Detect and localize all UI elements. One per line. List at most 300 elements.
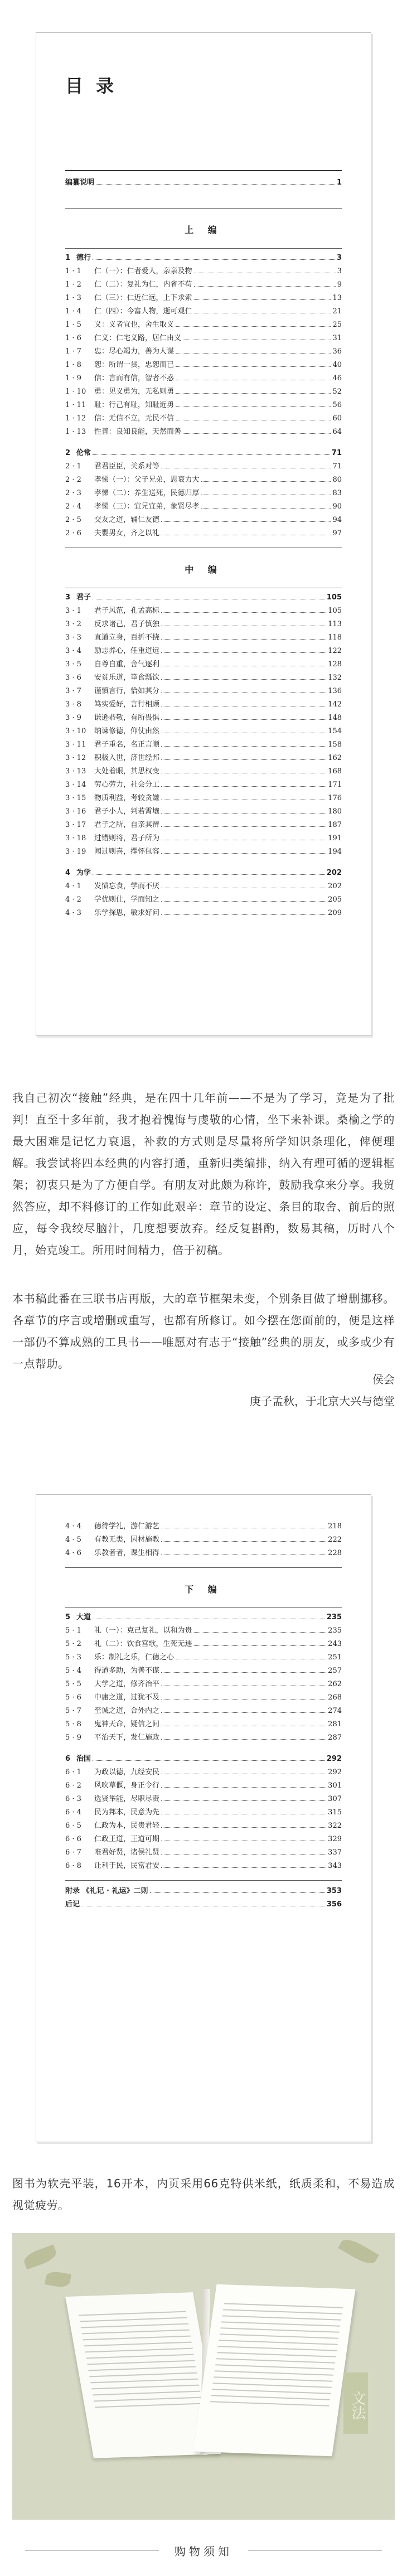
toc-chapter-row (65, 1752, 342, 1765)
toc-leader (93, 259, 335, 260)
toc-section-row (65, 1792, 342, 1805)
toc-leader (161, 719, 326, 720)
toc-entry-page: 13 (332, 294, 342, 302)
toc-entry-number: 4 · 6 (65, 1549, 81, 1557)
toc-leader (161, 901, 326, 902)
toc-entry-title: 君子之所，自亲其辨 (94, 821, 160, 829)
toc-entry-page: 46 (332, 374, 342, 382)
toc-section-row (65, 318, 342, 331)
toc-entry-number: 1 · 6 (65, 334, 81, 342)
toc-entry-number: 1 · 1 (65, 267, 81, 275)
toc-entry-number: 6 · 8 (65, 1862, 81, 1870)
toc-entry-title: 乐教者者，课生相得 (94, 1549, 160, 1557)
toc-entry-title: 仁（四）：今富人物，逝可观仁 (94, 307, 192, 316)
toc-section-row (65, 684, 342, 698)
toc-section-row (65, 631, 342, 644)
toc-entry-page: 209 (328, 909, 342, 917)
toc-entry-title: 有教无类，因材施教 (94, 1536, 160, 1544)
toc-leader (161, 1712, 326, 1713)
toc-entry-title: 信：言而有信，智者不惑 (94, 374, 175, 382)
toc-divider (65, 1880, 342, 1881)
toc-entry-page: 187 (328, 821, 342, 829)
toc-entry-title: 唯君好贤，诸侯礼贤 (94, 1848, 160, 1857)
toc-entry-title: 恕：所谓一贯，忠恕而已 (94, 361, 175, 369)
toc-section-row (65, 1624, 342, 1637)
toc-entry-title: 伦常 (76, 449, 91, 457)
toc-entry-title: 学优则仕，学而知之 (94, 895, 160, 904)
toc-leader (201, 481, 331, 482)
toc-entry-page: 292 (326, 1755, 342, 1763)
toc-entry-page: 257 (328, 1667, 342, 1675)
toc-leader (176, 326, 331, 327)
toc-entry-title: 礼（一）：克己复礼，以和为贵 (94, 1626, 192, 1635)
toc-entry-page: 56 (332, 401, 342, 409)
toc-entry-title: 为政以德，九经安民 (94, 1768, 160, 1776)
toc-section-row (65, 385, 342, 398)
toc-section-row (65, 304, 342, 318)
toc-divider (65, 248, 342, 249)
toc-entry-page: 25 (332, 321, 342, 329)
toc-leader (176, 393, 331, 394)
toc-entry-title: 仁（一）：仁者爱人，亲亲及物 (94, 267, 192, 275)
toc-entry-number: 4 · 5 (65, 1536, 81, 1544)
open-book-right-page (193, 2284, 356, 2457)
toc-entry-number: 1 · 4 (65, 307, 81, 316)
toc-entry-page: 9 (337, 280, 342, 289)
toc-entry-page: 202 (326, 869, 342, 877)
toc-entry-number: 1 · 11 (65, 401, 86, 409)
toc-entry-title: 孝悌（一）：父子兄弟，恩衰力大 (94, 476, 200, 484)
toc-leader (161, 612, 326, 613)
toc-entry-page: 176 (328, 794, 342, 802)
toc-front-label: 编纂说明 (65, 178, 95, 187)
toc-section-row (65, 1832, 342, 1846)
toc-leader (194, 286, 336, 287)
toc-entry-page: 105 (326, 593, 342, 602)
toc-entry-page: 162 (328, 754, 342, 762)
toc-entry-page: 136 (328, 687, 342, 695)
toc-entry-number: 3 · 10 (65, 727, 86, 735)
toc-entry-page: 205 (328, 895, 342, 904)
toc-leader (161, 786, 326, 787)
toc-section-row (65, 831, 342, 845)
toc-entry-number: 3 · 17 (65, 821, 86, 829)
toc-leader (161, 826, 326, 827)
toc-section-row (65, 818, 342, 831)
toc-section-row (65, 1664, 342, 1677)
toc-entry-title: 反求诸己，君子慎独 (94, 620, 160, 628)
toc-leader (194, 1645, 327, 1646)
toc-entry-number: 2 · 5 (65, 516, 81, 524)
toc-leader (93, 454, 330, 455)
toc-spacer (65, 858, 342, 864)
toc-entry-page: 3 (337, 267, 342, 275)
toc-entry-title: 平治天下，发仁施政 (94, 1734, 160, 1742)
toc-entry-number: 4 · 4 (65, 1522, 81, 1531)
toc-page-1 (36, 32, 371, 1036)
toc-entry-page: 40 (332, 361, 342, 369)
toc-leader (194, 1632, 327, 1633)
toc-entry-number: 1 · 2 (65, 280, 81, 289)
toc-entry-number: 5 · 9 (65, 1734, 81, 1742)
toc-entry-title: 孝悌（二）：养生送死，民德归厚 (94, 489, 200, 497)
toc-section-row (65, 398, 342, 411)
toc-entry-number: 3 · 19 (65, 848, 86, 856)
toc-entry-title: 风吹草偃，身正令行 (94, 1781, 160, 1790)
toc-spacer (65, 1744, 342, 1750)
toc-divider (65, 208, 342, 209)
toc-entry-page: 171 (328, 781, 342, 789)
toc-entry-title: 孝悌（三）：宜兄宜弟，象贤尽孝 (94, 502, 200, 511)
toc-entry-number: 3 · 6 (65, 674, 81, 682)
toc-section-row (65, 711, 342, 724)
toc-section-row (65, 526, 342, 540)
toc-entry-page: 52 (332, 388, 342, 396)
toc-section-row (65, 1691, 342, 1704)
toc-section-row (65, 425, 342, 438)
toc-postscript-page: 356 (326, 1900, 342, 1909)
toc-entry-number: 3 · 9 (65, 714, 81, 722)
toc-postscript-row (65, 1897, 342, 1911)
toc-entry-title: 励志养心，任重道远 (94, 647, 160, 655)
toc-entry-title: 发愤忘食，学而不厌 (94, 882, 160, 890)
toc-entry-title: 至诚之道，合外内之 (94, 1707, 160, 1715)
toc-entry-page: 281 (328, 1720, 342, 1728)
toc-part1-heading: 上 编 (185, 225, 222, 235)
toc-entry-number: 3 · 16 (65, 807, 86, 816)
toc-entry-title: 仁义：仁宅义路，居仁由义 (94, 334, 182, 342)
toc-entry-title: 君子 (76, 593, 91, 602)
leaf-decoration (22, 2245, 58, 2270)
toc-entry-title: 仁（二）：复礼为仁，内省不苟 (94, 280, 192, 289)
toc-entry-page: 64 (332, 428, 342, 436)
toc-divider (65, 1607, 342, 1608)
toc-title: 目 录 (65, 75, 118, 96)
toc-section-row (65, 751, 342, 764)
toc-section-row (65, 291, 342, 304)
toc-leader (161, 639, 326, 640)
toc-entry-title: 夫婴男女，齐之以礼 (94, 529, 160, 538)
toc-front-page: 1 (336, 178, 342, 187)
toc-section-row (65, 671, 342, 684)
toc-leader (161, 679, 326, 680)
toc-entry-number: 1 · 8 (65, 361, 81, 369)
signature-date-place: 庚子孟秋，于北京大兴与德堂 (250, 1394, 395, 1408)
toc-section-row (65, 358, 342, 371)
toc-entry-number: 3 · 12 (65, 754, 86, 762)
toc-entry-title: 耻：行己有耻，知耻近勇 (94, 401, 175, 409)
toc-entry-number: 1 · 13 (65, 428, 86, 436)
toc-section-row (65, 1717, 342, 1731)
toc-entry-title: 谦逊恭敬，有所畏惧 (94, 714, 160, 722)
toc-entry-title: 交友之道，辅仁友德 (94, 516, 160, 524)
toc-entry-page: 292 (328, 1768, 342, 1776)
toc-appendix-label: 附录 《礼记 · 礼运》二则 (65, 1887, 148, 1895)
footer-rule-right (248, 2550, 382, 2551)
toc-entry-page: 287 (328, 1734, 342, 1742)
toc-part2-list (65, 590, 342, 919)
toc-section-row (65, 1805, 342, 1819)
toc-entry-page: 158 (328, 740, 342, 749)
toc-entry-number: 1 (65, 254, 71, 262)
toc-section-row (65, 805, 342, 818)
toc-entry-number: 4 · 2 (65, 895, 81, 904)
toc-entry-number: 6 · 1 (65, 1768, 81, 1776)
toc-entry-number: 3 (65, 593, 71, 602)
toc-section-row (65, 893, 342, 906)
toc-entry-page: 202 (328, 882, 342, 890)
toc-entry-number: 4 · 3 (65, 909, 81, 917)
toc-entry-title: 信：无信不立，无民不信 (94, 414, 175, 423)
toc-entry-title: 义：义者宜也，舍生取义 (94, 321, 175, 329)
toc-entry-page: 315 (328, 1808, 342, 1817)
toc-leader (194, 299, 331, 300)
toc-entry-page: 118 (328, 633, 342, 642)
toc-entry-page: 235 (326, 1613, 342, 1621)
toc-entry-number: 5 (65, 1613, 71, 1621)
shopping-notice-label: 购物须知 (175, 2544, 232, 2558)
toc-part2-continued-list (65, 1519, 342, 1560)
toc-entry-title: 让利于民，民富君安 (94, 1862, 160, 1870)
toc-section-row (65, 657, 342, 671)
toc-entry-number: 6 · 4 (65, 1808, 81, 1817)
toc-entry-page: 3 (336, 254, 342, 262)
toc-section-row (65, 264, 342, 278)
toc-section-row (65, 1846, 342, 1859)
toc-leader (161, 1787, 326, 1788)
toc-section-row (65, 604, 342, 617)
toc-entry-number: 4 (65, 869, 71, 877)
toc-entry-number: 1 · 3 (65, 294, 81, 302)
author-signature: 侯会 (372, 1373, 395, 1386)
toc-part2-heading: 中 编 (185, 564, 222, 575)
toc-section-row (65, 1859, 342, 1872)
toc-entry-number: 1 · 5 (65, 321, 81, 329)
toc-entry-page: 228 (328, 1549, 342, 1557)
toc-entry-number: 5 · 2 (65, 1640, 81, 1648)
toc-appendix-page: 353 (326, 1887, 342, 1895)
toc-section-row (65, 617, 342, 631)
toc-section-row (65, 371, 342, 385)
toc-entry-page: 71 (331, 449, 342, 457)
toc-leader (176, 406, 331, 407)
toc-chapter-row (65, 251, 342, 264)
toc-entry-number: 6 · 5 (65, 1822, 81, 1830)
toc-section-row (65, 1519, 342, 1533)
toc-entry-number: 1 · 10 (65, 388, 86, 396)
toc-entry-number: 2 · 4 (65, 502, 81, 511)
toc-entry-page: 235 (328, 1626, 342, 1635)
toc-leader (161, 759, 326, 760)
toc-section-row (65, 331, 342, 345)
toc-entry-title: 为学 (76, 869, 91, 877)
toc-entry-page: 90 (332, 502, 342, 511)
toc-entry-page: 274 (328, 1707, 342, 1715)
toc-entry-page: 337 (328, 1848, 342, 1857)
toc-section-row (65, 724, 342, 738)
toc-entry-number: 3 · 7 (65, 687, 81, 695)
toc-entry-number: 2 · 2 (65, 476, 81, 484)
toc-entry-page: 301 (328, 1781, 342, 1790)
footer-rule-left (25, 2550, 159, 2551)
toc-entry-page: 268 (328, 1693, 342, 1702)
toc-entry-page: 83 (332, 489, 342, 497)
toc-entry-number: 3 · 13 (65, 767, 86, 776)
book-photo (12, 2233, 395, 2520)
toc-section-row (65, 1677, 342, 1691)
toc-section-row (65, 906, 342, 919)
toc-entry-page: 262 (328, 1680, 342, 1688)
toc-entry-title: 劳心劳力，社会分工 (94, 781, 160, 789)
toc-entry-number: 3 · 14 (65, 781, 86, 789)
toc-entry-page: 97 (332, 529, 342, 538)
toc-entry-number: 5 · 8 (65, 1720, 81, 1728)
toc-entry-title: 忠：尽心竭力，善为人谋 (94, 347, 175, 356)
toc-entry-page: 128 (328, 660, 342, 669)
toc-entry-page: 307 (328, 1795, 342, 1803)
toc-entry-title: 闻过则喜，擇怀包容 (94, 848, 160, 856)
shopping-notice-header (0, 2534, 407, 2567)
toc-entry-title: 君子重名，名正言顺 (94, 740, 160, 749)
toc-leader (161, 813, 326, 814)
toc-section-row (65, 1731, 342, 1744)
toc-entry-title: 勇：见义勇为，无私则勇 (94, 388, 175, 396)
toc-entry-title: 鬼神天命，疑信之间 (94, 1720, 160, 1728)
toc-leader (161, 1672, 326, 1673)
toc-entry-page: 122 (328, 647, 342, 655)
toc-entry-number: 1 · 12 (65, 414, 86, 423)
toc-leader (161, 914, 326, 915)
intro-paragraph-1: 我自己初次“接触”经典，是在四十几年前——不是为了学习，竟是为了批判！直至十多年前，我才抱着愧悔与虔敬的心情，坐下来补课。桑榆之学的最大困难是记忆力衰退，补救的方式则是尽量将所学知识条理化，俾便理解。我尝试将四本经典的内容打通，重新归类编排，纳入有理可循的逻辑框架；初衷只是为了方便自学。有朋友对此颇为称许，鼓励我拿来分享。我贸然答应，却不料修订的工作如此艰辛：章节的设定、条目的取舍、前后的照应，每令我绞尽脑汁，几度想要放弃。经反复斟酌，数易其稿，历时八个月，始克竣工。所用时间精力，倍于初稿。 (12, 1091, 395, 1257)
toc-page-2 (36, 1494, 371, 2142)
toc-leader (176, 353, 331, 354)
toc-entry-page: 132 (328, 674, 342, 682)
toc-leader (161, 853, 326, 854)
toc-entry-title: 自尊自重，舍气逐利 (94, 660, 160, 669)
toc-entry-page: 329 (328, 1835, 342, 1843)
toc-section-row (65, 278, 342, 291)
toc-entry-page: 322 (328, 1822, 342, 1830)
toc-entry-title: 物质利益，考较贪嫌 (94, 794, 160, 802)
toc-entry-page: 194 (328, 848, 342, 856)
toc-leader (96, 184, 335, 185)
toc-entry-page: 31 (332, 334, 342, 342)
toc-part1-list (65, 251, 342, 540)
toc-entry-title: 中庸之道，过犹不及 (94, 1693, 160, 1702)
toc-entry-page: 80 (332, 476, 342, 484)
toc-entry-title: 过错则将，君子所为 (94, 834, 160, 842)
toc-entry-title: 仁政为本，民贵君轻 (94, 1822, 160, 1830)
toc-part3-heading: 下 编 (185, 1584, 222, 1595)
toc-front-row (65, 176, 342, 189)
toc-leader (183, 433, 331, 434)
toc-entry-title: 乐：制礼之乐，仁德之心 (94, 1653, 175, 1662)
toc-section-row (65, 411, 342, 425)
book-spec-text: 图书为软壳平装，16开本，内页采用66克特供米纸，纸质柔和，不易造成视觉疲劳。 (12, 2177, 395, 2212)
toc-entry-title: 治国 (76, 1755, 91, 1763)
toc-section-row (65, 764, 342, 778)
toc-entry-number: 2 (65, 449, 71, 457)
toc-section-row (65, 513, 342, 526)
toc-leader (201, 508, 331, 509)
toc-entry-page: 21 (332, 307, 342, 316)
toc-section-row (65, 644, 342, 657)
toc-entry-title: 选贤举能，尽职尽责 (94, 1795, 160, 1803)
toc-entry-number: 5 · 5 (65, 1680, 81, 1688)
toc-entry-title: 积极入世，济世经邦 (94, 754, 160, 762)
toc-entry-number: 6 · 3 (65, 1795, 81, 1803)
toc-postscript-label: 后记 (65, 1900, 80, 1909)
toc-entry-number: 5 · 4 (65, 1667, 81, 1675)
photo-stamp: 文法 (343, 2372, 368, 2434)
toc-entry-title: 仁（三）：仁近仁远，上下求索 (94, 294, 192, 302)
toc-entry-number: 3 · 4 (65, 647, 81, 655)
toc-entry-page: 94 (332, 516, 342, 524)
toc-top-rule (65, 170, 342, 171)
toc-entry-title: 大道 (76, 1613, 91, 1621)
toc-leader (150, 1892, 325, 1893)
toc-entry-page: 343 (328, 1862, 342, 1870)
toc-divider (65, 1567, 342, 1568)
toc-section-row (65, 778, 342, 791)
toc-entry-number: 1 · 9 (65, 374, 81, 382)
toc-entry-title: 安贫乐道，箪食瓢饮 (94, 674, 160, 682)
toc-entry-number: 3 · 11 (65, 740, 86, 749)
toc-leader (93, 1760, 325, 1761)
toc-entry-page: 142 (328, 700, 342, 709)
toc-section-row (65, 1533, 342, 1546)
toc-entry-page: 218 (328, 1522, 342, 1531)
toc-chapter-row (65, 866, 342, 879)
toc-entry-title: 谨慎言行，恰如其分 (94, 687, 160, 695)
toc-section-row (65, 500, 342, 513)
toc-entry-title: 德待学礼，游仁游艺 (94, 1522, 160, 1531)
intro-paragraph-2: 本书稿此番在三联书店再版，大的章节框架未变，个别条目做了增删挪移。各章节的序言或增删或重写，也都有所修订。如今摆在您面前的，便是这样一部仍不算成熟的工具书——唯愿对有志于“接触”经典的朋友，或多或少有一点帮助。 (12, 1292, 395, 1371)
toc-section-row (65, 1819, 342, 1832)
toc-entry-page: 191 (328, 834, 342, 842)
toc-entry-number: 5 · 6 (65, 1693, 81, 1702)
toc-entry-title: 大学之道，修齐治平 (94, 1680, 160, 1688)
toc-section-row (65, 791, 342, 805)
toc-entry-title: 大处着眼，其思权变 (94, 767, 160, 776)
toc-section-row (65, 698, 342, 711)
toc-entry-number: 6 · 6 (65, 1835, 81, 1843)
toc-entry-number: 3 · 18 (65, 834, 86, 842)
toc-entry-title: 纳谏修德，仰仗由然 (94, 727, 160, 735)
toc-entry-page: 168 (328, 767, 342, 776)
toc-entry-number: 3 · 3 (65, 633, 81, 642)
toc-entry-title: 德行 (76, 254, 91, 262)
toc-entry-page: 180 (328, 807, 342, 816)
leaf-decoration (45, 2270, 71, 2288)
toc-spacer (65, 438, 342, 444)
toc-entry-number: 3 · 2 (65, 620, 81, 628)
toc-leader (161, 1739, 326, 1740)
toc-section-row (65, 473, 342, 486)
toc-section-row (65, 1779, 342, 1792)
toc-section-row (65, 1765, 342, 1779)
toc-entry-page: 251 (328, 1653, 342, 1662)
toc-entry-title: 得道多助，为善不谋 (94, 1667, 160, 1675)
toc-entry-page: 154 (328, 727, 342, 735)
toc-entry-page: 243 (328, 1640, 342, 1648)
toc-leader (161, 746, 326, 747)
toc-entry-page: 36 (332, 347, 342, 356)
toc-section-row (65, 738, 342, 751)
toc-entry-number: 5 · 3 (65, 1653, 81, 1662)
toc-section-row (65, 345, 342, 358)
toc-entry-number: 6 (65, 1755, 71, 1763)
